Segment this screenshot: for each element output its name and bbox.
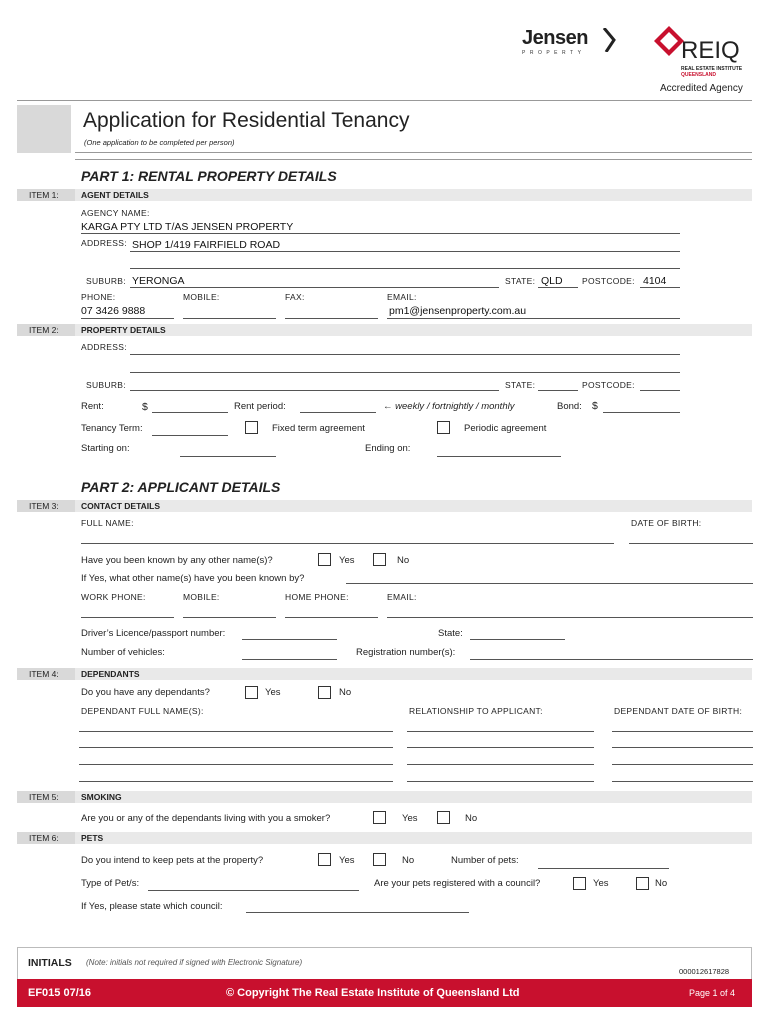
agent-suburb-line [130, 287, 499, 288]
agent-email-line [387, 318, 680, 319]
registered-yes-checkbox[interactable] [573, 877, 586, 890]
item6-bar [75, 832, 752, 844]
item2-tag: ITEM 2: [17, 324, 75, 336]
agent-mobile-label: MOBILE: [183, 292, 220, 302]
council-label: If Yes, please state which council: [81, 901, 223, 912]
smoking-no-checkbox[interactable] [437, 811, 450, 824]
dependants-yes-checkbox[interactable] [245, 686, 258, 699]
fixed-term-label: Fixed term agreement [272, 423, 365, 434]
dependant-row[interactable] [612, 764, 753, 765]
reiq-logo-sub2: QUEENSLAND [681, 72, 717, 78]
title-rule-bottom [75, 152, 752, 153]
dependant-row[interactable] [79, 764, 393, 765]
agent-mobile-line [183, 318, 276, 319]
smoking-question: Are you or any of the dependants living with you a smoker? [81, 813, 331, 824]
item1-heading: AGENT DETAILS [81, 190, 149, 200]
smoking-yes-label: Yes [402, 813, 418, 824]
registered-no-label: No [655, 878, 668, 889]
work-phone-label: WORK PHONE: [81, 592, 146, 602]
agent-state-label: STATE: [505, 276, 536, 286]
rent-period-label: Rent period: [234, 401, 286, 412]
number-of-pets-line[interactable] [538, 868, 669, 869]
property-address-label: ADDRESS: [81, 342, 127, 352]
item6-heading: PETS [81, 833, 104, 843]
dependant-row[interactable] [407, 731, 594, 732]
agent-phone-line [81, 318, 174, 319]
agent-email-label: EMAIL: [387, 292, 417, 302]
licence-state-line[interactable] [470, 639, 565, 640]
initials-label: INITIALS [28, 957, 72, 969]
registered-no-checkbox[interactable] [636, 877, 649, 890]
item4-heading: DEPENDANTS [81, 669, 140, 679]
jensen-logo-sub: PROPERTY [522, 50, 586, 56]
property-state-line[interactable] [538, 390, 578, 391]
item2-heading: PROPERTY DETAILS [81, 325, 166, 335]
part1-heading: PART 1: RENTAL PROPERTY DETAILS [81, 168, 337, 184]
licence-label: Driver’s Licence/passport number: [81, 628, 226, 639]
licence-line[interactable] [242, 639, 337, 640]
initials-note: (Note: initials not required if signed with Electronic Signature) [86, 958, 303, 967]
agent-suburb-value[interactable]: YERONGA [132, 275, 185, 287]
dependant-row[interactable] [612, 747, 753, 748]
starting-on-label: Starting on: [81, 443, 130, 454]
ending-on-label: Ending on: [365, 443, 411, 454]
title-rule-bottom2 [75, 159, 752, 160]
jensen-swoosh-icon [602, 28, 616, 52]
item5-heading: SMOKING [81, 792, 122, 802]
property-address-line2[interactable] [130, 372, 680, 373]
agent-fax-label: FAX: [285, 292, 305, 302]
jensen-logo-text: Jensen [522, 27, 588, 49]
agency-name-line [81, 233, 680, 234]
agency-name-label: AGENCY NAME: [81, 208, 150, 218]
periodic-checkbox[interactable] [437, 421, 450, 434]
work-phone-line[interactable] [81, 617, 174, 618]
item5-bar [75, 791, 752, 803]
periodic-label: Periodic agreement [464, 423, 547, 434]
smoking-no-label: No [465, 813, 478, 824]
ending-on-line[interactable] [437, 456, 561, 457]
dob-line[interactable] [629, 543, 753, 544]
starting-on-line[interactable] [180, 456, 276, 457]
licence-state-label: State: [438, 628, 463, 639]
dependant-row[interactable] [79, 747, 393, 748]
property-postcode-line[interactable] [640, 390, 680, 391]
item3-heading: CONTACT DETAILS [81, 501, 161, 511]
pets-yes-label: Yes [339, 855, 355, 866]
title-rule-top [17, 100, 752, 101]
bond-label: Bond: [557, 401, 582, 412]
agent-address-value[interactable]: SHOP 1/419 FAIRFIELD ROAD [132, 239, 281, 251]
full-name-line[interactable] [81, 543, 614, 544]
item3-tag: ITEM 3: [17, 500, 75, 512]
rent-dollar: $ [142, 401, 148, 413]
agent-address-line1 [130, 251, 680, 252]
item6-tag: ITEM 6: [17, 832, 75, 844]
bond-line[interactable] [603, 412, 680, 413]
property-postcode-label: POSTCODE: [582, 380, 635, 390]
item1-tag: ITEM 1: [17, 189, 75, 201]
vehicles-line[interactable] [242, 659, 337, 660]
pets-no-checkbox[interactable] [373, 853, 386, 866]
applicant-mobile-label: MOBILE: [183, 592, 220, 602]
agent-fax-line [285, 318, 378, 319]
registration-line[interactable] [470, 659, 753, 660]
page-number: Page 1 of 4 [689, 988, 736, 998]
tenancy-term-label: Tenancy Term: [81, 423, 143, 434]
dependants-no-checkbox[interactable] [318, 686, 331, 699]
pet-type-label: Type of Pet/s: [81, 878, 140, 889]
tenancy-term-line[interactable] [152, 435, 228, 436]
applicant-mobile-line[interactable] [183, 617, 276, 618]
vehicles-label: Number of vehicles: [81, 647, 165, 658]
full-name-label: FULL NAME: [81, 518, 134, 528]
home-phone-line[interactable] [285, 617, 378, 618]
jensen-logo [522, 28, 617, 60]
item2-bar [75, 324, 752, 336]
applicant-email-label: EMAIL: [387, 592, 417, 602]
registered-yes-label: Yes [593, 878, 609, 889]
rent-label: Rent: [81, 401, 104, 412]
item4-tag: ITEM 4: [17, 668, 75, 680]
registration-label: Registration number(s): [356, 647, 456, 658]
dependant-relationship-header: RELATIONSHIP TO APPLICANT: [409, 706, 543, 716]
other-names-question: Have you been known by any other name(s)? [81, 555, 273, 566]
dependant-row[interactable] [407, 781, 594, 782]
dependants-no-label: No [339, 687, 352, 698]
dependant-row[interactable] [79, 731, 393, 732]
reiq-logo-text: REIQ [681, 37, 740, 64]
other-names-no-label: No [397, 555, 410, 566]
dependant-name-header: DEPENDANT FULL NAME(S): [81, 706, 204, 716]
smoking-yes-checkbox[interactable] [373, 811, 386, 824]
reiq-logo [652, 24, 752, 82]
agent-phone-value[interactable]: 07 3426 9888 [81, 305, 146, 317]
other-names-no-checkbox[interactable] [373, 553, 386, 566]
property-state-label: STATE: [505, 380, 536, 390]
pets-registered-question: Are your pets registered with a council? [374, 878, 541, 889]
item4-bar [75, 668, 752, 680]
dependant-dob-header: DEPENDANT DATE OF BIRTH: [614, 706, 743, 716]
rent-line[interactable] [152, 412, 228, 413]
other-names-yes-label: Yes [339, 555, 355, 566]
agent-postcode-line [640, 287, 680, 288]
dependant-row[interactable] [407, 747, 594, 748]
other-names-followup: If Yes, what other name(s) have you been known by? [81, 573, 305, 584]
title-grey-block [17, 105, 71, 153]
agent-address-label: ADDRESS: [81, 238, 127, 248]
item5-tag: ITEM 5: [17, 791, 75, 803]
agent-postcode-label: POSTCODE: [582, 276, 635, 286]
dependants-yes-label: Yes [265, 687, 281, 698]
agent-email-value[interactable]: pm1@jensenproperty.com.au [389, 305, 527, 317]
property-suburb-line[interactable] [130, 390, 499, 391]
dependant-row[interactable] [407, 764, 594, 765]
agent-state-value[interactable]: QLD [541, 275, 563, 287]
property-address-line1[interactable] [130, 354, 680, 355]
number-of-pets-label: Number of pets: [451, 855, 519, 866]
copyright-text: © Copyright The Real Estate Institute of Queensland Ltd [226, 987, 520, 999]
dob-label: DATE OF BIRTH: [631, 518, 702, 528]
pets-no-label: No [402, 855, 415, 866]
home-phone-label: HOME PHONE: [285, 592, 349, 602]
page-title: Application for Residential Tenancy [83, 109, 410, 132]
page-subtitle: (One application to be completed per person) [84, 138, 235, 147]
other-names-line[interactable] [346, 583, 753, 584]
agent-state-line [538, 287, 578, 288]
council-line[interactable] [246, 912, 469, 913]
dependant-row[interactable] [612, 731, 753, 732]
dependant-row[interactable] [612, 781, 753, 782]
bond-dollar: $ [592, 400, 598, 412]
accredited-agency-label: Accredited Agency [660, 83, 743, 94]
other-names-yes-checkbox[interactable] [318, 553, 331, 566]
rent-period-hint: ← weekly / fortnightly / monthly [383, 401, 515, 412]
agent-address-line2 [130, 268, 680, 269]
agency-name-value[interactable]: KARGA PTY LTD T/AS JENSEN PROPERTY [81, 221, 294, 233]
pets-yes-checkbox[interactable] [318, 853, 331, 866]
reiq-logo-sub1: REAL ESTATE INSTITUTE [681, 66, 743, 72]
form-id: 000012617828 [679, 967, 730, 976]
item1-bar [75, 189, 752, 201]
dependant-row[interactable] [79, 781, 393, 782]
form-code: EF015 07/16 [28, 987, 91, 999]
applicant-email-line[interactable] [387, 617, 753, 618]
item3-bar [75, 500, 752, 512]
dependants-question: Do you have any dependants? [81, 687, 210, 698]
agent-phone-label: PHONE: [81, 292, 116, 302]
pet-type-line[interactable] [148, 890, 359, 891]
part2-heading: PART 2: APPLICANT DETAILS [81, 479, 281, 495]
pets-question: Do you intend to keep pets at the property? [81, 855, 264, 866]
rent-period-line[interactable] [300, 412, 376, 413]
agent-postcode-value[interactable]: 4104 [643, 275, 667, 287]
agent-suburb-label: SUBURB: [86, 276, 126, 286]
property-suburb-label: SUBURB: [86, 380, 126, 390]
fixed-term-checkbox[interactable] [245, 421, 258, 434]
